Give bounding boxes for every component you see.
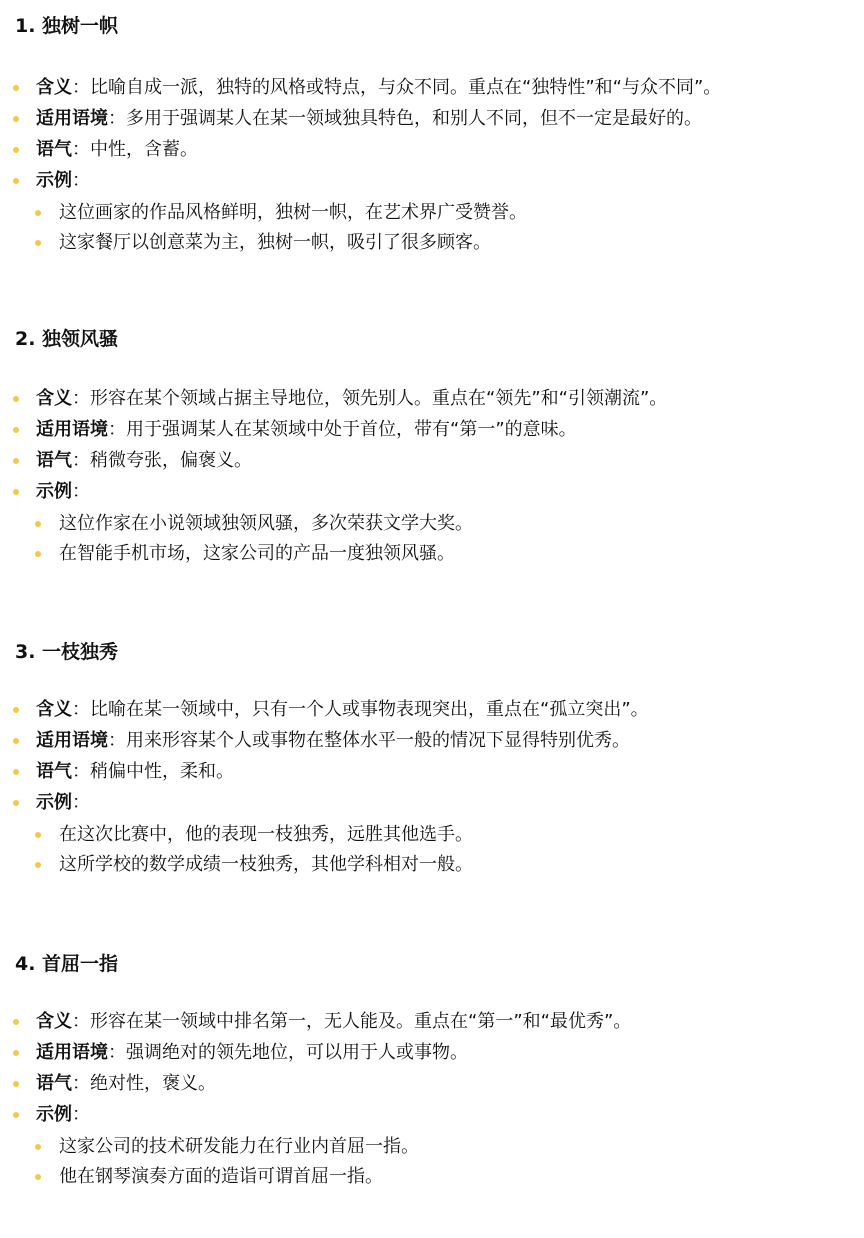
example-item <box>59 1163 383 1191</box>
bullet-icon <box>13 1081 19 1087</box>
bullet-icon <box>13 147 19 153</box>
example-text: 这所学校的数学成绩一枝独秀，其他学科相对一般。 <box>59 854 473 875</box>
context-item: 适用语境：多用于强调某人在某一领域独具特色，和别人不同，但不一定是最好的。 <box>36 105 702 133</box>
bullet-icon <box>35 551 41 557</box>
context-label: 适用语境 <box>36 730 108 751</box>
example-text: 这位画家的作品风格鲜明，独树一帜，在艺术界广受赞誉。 <box>59 202 527 223</box>
section-title: 4. 首屈一指 <box>15 953 119 975</box>
section-4 <box>0 938 864 1238</box>
meaning-text: 比喻自成一派，独特的风格或特点，与众不同。重点在“独特性”和“与众不同”。 <box>90 77 722 98</box>
example-text: 他在钢琴演奏方面的造诣可谓首屈一指。 <box>59 1166 383 1187</box>
examples-item: 示例： <box>36 478 90 506</box>
examples-item: 示例： <box>36 789 90 817</box>
examples-item: 示例： <box>36 167 90 195</box>
bullet-icon <box>13 178 19 184</box>
tone-label: 语气 <box>36 1073 72 1094</box>
meaning-item: 含义：比喻在某一领域中，只有一个人或事物表现突出，重点在“孤立突出”。 <box>36 696 649 724</box>
context-text: 多用于强调某人在某一领域独具特色，和别人不同，但不一定是最好的。 <box>126 108 702 129</box>
tone-text: 中性，含蓄。 <box>90 139 198 160</box>
bullet-icon <box>13 427 19 433</box>
example-text: 在智能手机市场，这家公司的产品一度独领风骚。 <box>59 543 455 564</box>
section-title: 2. 独领风骚 <box>15 328 119 350</box>
tone-label: 语气 <box>36 761 72 782</box>
section-3 <box>0 626 864 926</box>
meaning-item: 含义：形容在某个领域占据主导地位，领先别人。重点在“领先”和“引领潮流”。 <box>36 385 667 413</box>
bullet-icon <box>35 210 41 216</box>
tone-item: 语气：稍微夸张，偏褒义。 <box>36 447 252 475</box>
meaning-text: 形容在某个领域占据主导地位，领先别人。重点在“领先”和“引领潮流”。 <box>90 388 668 409</box>
tone-text: 绝对性，褒义。 <box>90 1073 216 1094</box>
section-1 <box>0 0 864 300</box>
bullet-icon <box>13 1019 19 1025</box>
example-item <box>59 229 491 257</box>
examples-item: 示例： <box>36 1101 90 1129</box>
examples-label: 示例 <box>36 481 72 502</box>
example-text: 在这次比赛中，他的表现一枝独秀，远胜其他选手。 <box>59 824 473 845</box>
bullet-icon <box>13 116 19 122</box>
bullet-icon <box>13 800 19 806</box>
context-text: 用来形容某个人或事物在整体水平一般的情况下显得特别优秀。 <box>126 730 630 751</box>
example-item <box>59 851 473 879</box>
example-item <box>59 199 527 227</box>
tone-item: 语气：中性，含蓄。 <box>36 136 198 164</box>
context-item: 适用语境：强调绝对的领先地位，可以用于人或事物。 <box>36 1039 468 1067</box>
example-item <box>59 1133 419 1161</box>
tone-item: 语气：稍偏中性，柔和。 <box>36 758 234 786</box>
meaning-label: 含义 <box>36 699 72 720</box>
section-title: 3. 一枝独秀 <box>15 641 119 663</box>
example-item <box>59 821 473 849</box>
bullet-icon <box>35 240 41 246</box>
meaning-label: 含义 <box>36 77 72 98</box>
context-item: 适用语境：用于强调某人在某领域中处于首位，带有“第一”的意味。 <box>36 416 577 444</box>
meaning-item: 含义：比喻自成一派，独特的风格或特点，与众不同。重点在“独特性”和“与众不同”。 <box>36 74 721 102</box>
bullet-icon <box>13 85 19 91</box>
tone-label: 语气 <box>36 450 72 471</box>
example-item <box>59 540 455 568</box>
meaning-text: 形容在某一领域中排名第一，无人能及。重点在“第一”和“最优秀”。 <box>90 1011 632 1032</box>
examples-label: 示例 <box>36 170 72 191</box>
meaning-label: 含义 <box>36 1011 72 1032</box>
bullet-icon <box>35 521 41 527</box>
bullet-icon <box>35 1174 41 1180</box>
bullet-icon <box>13 458 19 464</box>
meaning-item: 含义：形容在某一领域中排名第一，无人能及。重点在“第一”和“最优秀”。 <box>36 1008 631 1036</box>
bullet-icon <box>35 832 41 838</box>
context-label: 适用语境 <box>36 419 108 440</box>
examples-label: 示例 <box>36 1104 72 1125</box>
bullet-icon <box>13 738 19 744</box>
bullet-icon <box>13 769 19 775</box>
meaning-text: 比喻在某一领域中，只有一个人或事物表现突出，重点在“孤立突出”。 <box>90 699 649 720</box>
bullet-icon <box>13 396 19 402</box>
section-title: 1. 独树一帜 <box>15 15 119 37</box>
tone-label: 语气 <box>36 139 72 160</box>
context-label: 适用语境 <box>36 108 108 129</box>
context-item: 适用语境：用来形容某个人或事物在整体水平一般的情况下显得特别优秀。 <box>36 727 630 755</box>
tone-text: 稍偏中性，柔和。 <box>90 761 234 782</box>
context-text: 强调绝对的领先地位，可以用于人或事物。 <box>126 1042 468 1063</box>
tone-text: 稍微夸张，偏褒义。 <box>90 450 252 471</box>
example-text: 这家公司的技术研发能力在行业内首屈一指。 <box>59 1136 419 1157</box>
example-text: 这家餐厅以创意菜为主，独树一帜，吸引了很多顾客。 <box>59 232 491 253</box>
bullet-icon <box>13 1112 19 1118</box>
section-2 <box>0 313 864 613</box>
meaning-label: 含义 <box>36 388 72 409</box>
example-item <box>59 510 473 538</box>
context-label: 适用语境 <box>36 1042 108 1063</box>
examples-label: 示例 <box>36 792 72 813</box>
bullet-icon <box>13 1050 19 1056</box>
example-text: 这位作家在小说领域独领风骚，多次荣获文学大奖。 <box>59 513 473 534</box>
bullet-icon <box>35 1144 41 1150</box>
context-text: 用于强调某人在某领域中处于首位，带有“第一”的意味。 <box>126 419 577 440</box>
tone-item: 语气：绝对性，褒义。 <box>36 1070 216 1098</box>
bullet-icon <box>13 489 19 495</box>
bullet-icon <box>13 707 19 713</box>
bullet-icon <box>35 862 41 868</box>
